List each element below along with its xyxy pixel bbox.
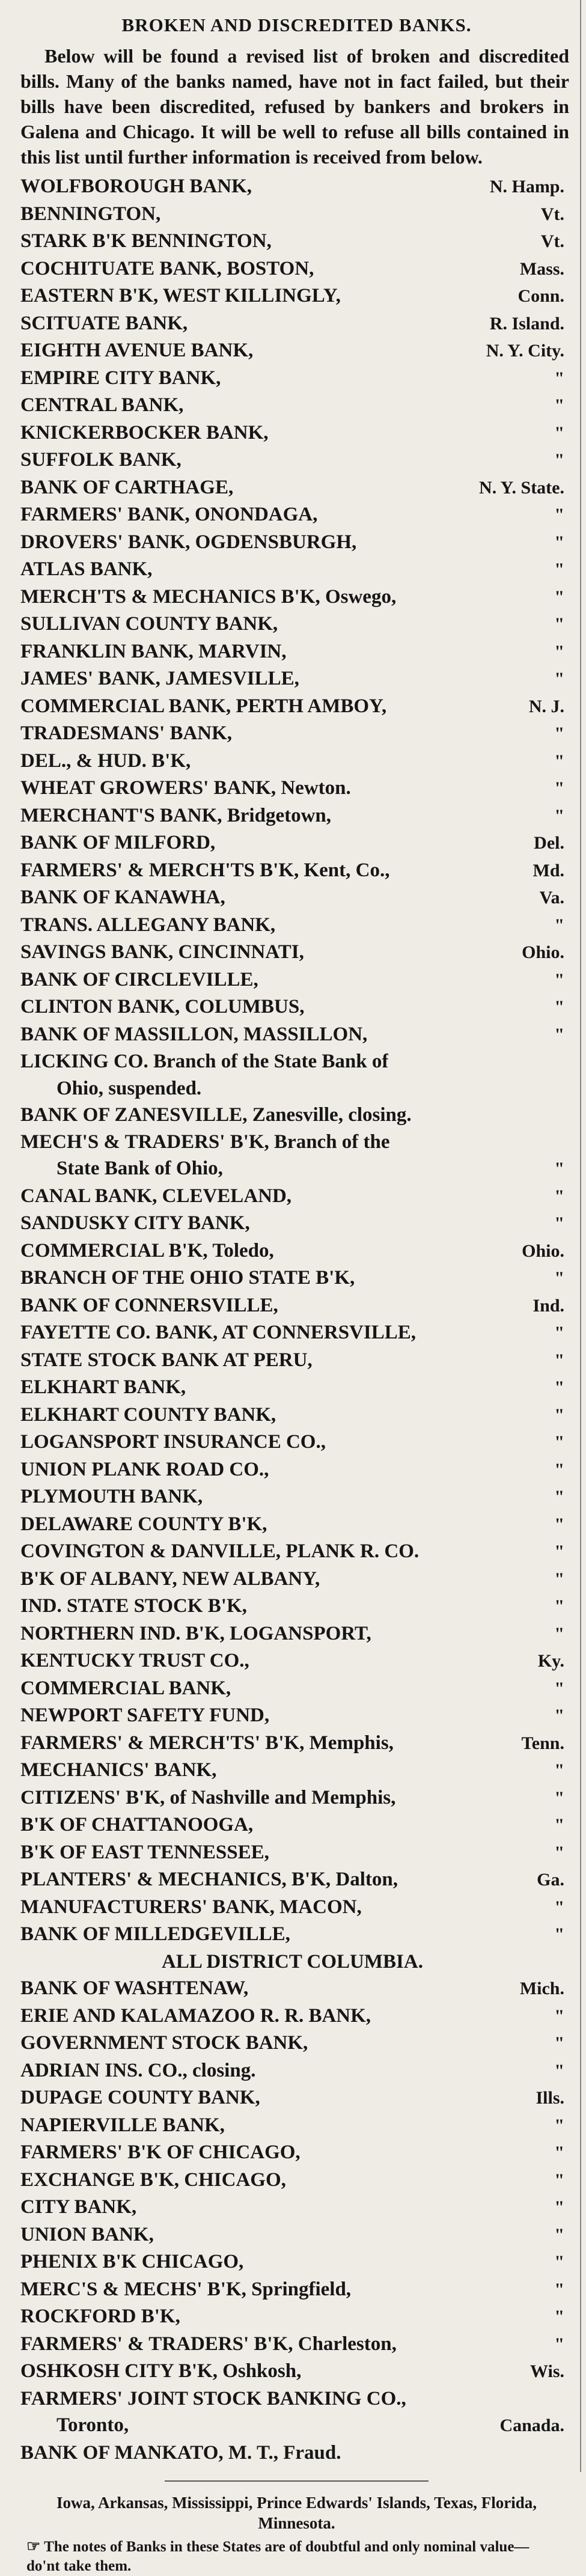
bank-entry (20, 2412, 573, 2440)
bank-name: PLANTERS' & MECHANICS, B'K, Dalton, (20, 1869, 398, 1890)
bank-name: SULLIVAN COUNTY BANK, (20, 613, 278, 635)
bank-name: Ohio, suspended. (56, 1077, 202, 1099)
bank-name: NAPIERVILLE BANK, (20, 2114, 225, 2136)
bank-name: FARMERS' BANK, ONONDAGA, (20, 504, 318, 525)
bank-name: SCITUATE BANK, (20, 312, 188, 334)
bank-name: LOGANSPORT INSURANCE CO., (20, 1431, 326, 1453)
bank-entry (20, 2385, 573, 2413)
bank-state: " (554, 1159, 564, 1179)
bank-name: FARMERS' & TRADERS' B'K, Charleston, (20, 2333, 397, 2355)
bank-entry (20, 2276, 573, 2304)
bank-entry (20, 1647, 573, 1675)
bank-name: FAYETTE CO. BANK, AT CONNERSVILLE, (20, 1322, 417, 1343)
bank-entry (20, 2139, 573, 2167)
bank-name: WHEAT GROWERS' BANK, Newton. (20, 777, 351, 799)
bank-name: MECHANICS' BANK, (20, 1759, 217, 1781)
bank-entry (20, 884, 573, 912)
bank-entry (20, 1620, 573, 1648)
bank-name: EXCHANGE B'K, CHICAGO, (20, 2169, 286, 2191)
bank-entry (20, 2112, 573, 2140)
bank-entry (20, 1839, 573, 1867)
bank-state: Canada. (499, 2416, 564, 2435)
bank-entry (20, 1129, 573, 1156)
bank-name: ADRIAN INS. CO., closing. (20, 2059, 256, 2081)
bank-state: " (554, 1405, 564, 1425)
bank-entry (20, 173, 573, 201)
bank-entry (20, 693, 573, 721)
bank-name: BENNINGTON, (20, 203, 161, 225)
bank-state: " (554, 969, 564, 990)
bank-state: Ills. (536, 2088, 564, 2108)
bank-name: NORTHERN IND. B'K, LOGANSPORT, (20, 1622, 371, 1644)
bank-state: " (554, 2006, 564, 2026)
bank-name: B'K OF CHATTANOOGA, (20, 1814, 254, 1836)
bank-entry (20, 1319, 573, 1347)
bank-name: KENTUCKY TRUST CO., (20, 1650, 249, 1671)
bank-entry (20, 1811, 573, 1839)
bank-entry (20, 1702, 573, 1730)
bank-state: Md. (533, 860, 564, 881)
bank-entry (20, 1238, 573, 1265)
bank-state: Ohio. (522, 942, 564, 962)
bank-entry (20, 337, 573, 365)
bank-state: Mass. (519, 258, 564, 279)
bank-name: MERCH'TS & MECHANICS B'K, Oswego, (20, 585, 397, 608)
bank-entry (20, 420, 573, 447)
bank-name: TRANS. ALLEGANY BANK, (20, 914, 276, 936)
bank-entry (20, 2303, 573, 2331)
bank-entry (20, 2003, 573, 2030)
footer-states: Iowa, Arkansas, Mississippi, Prince Edwards' Islands, Texas, Florida, Minnesota. (56, 2494, 537, 2532)
bank-name: BANK OF MANKATO, M. T., Fraud. (20, 2441, 341, 2464)
bank-entry (20, 638, 573, 666)
bank-entry (20, 611, 573, 638)
bank-state: " (554, 2143, 564, 2162)
bank-state: N. Y. State. (479, 477, 564, 498)
bank-entry (20, 556, 573, 584)
bank-name: COCHITUATE BANK, BOSTON, (20, 257, 314, 279)
bank-name: SANDUSKY CITY BANK, (20, 1212, 250, 1234)
bank-state: R. Island. (489, 313, 564, 334)
bank-state: " (554, 915, 564, 935)
bank-entry (20, 1210, 573, 1238)
bank-name: STARK B'K BENNINGTON, (20, 230, 272, 252)
bank-state: Mich. (519, 1979, 564, 1998)
bank-name: MANUFACTURERS' BANK, MACON, (20, 1896, 362, 1918)
bank-name: ELKHART COUNTY BANK, (20, 1403, 276, 1426)
bank-entry (20, 1593, 573, 1620)
bank-entry (20, 939, 573, 966)
bank-entry (20, 1784, 573, 1812)
bank-name: EIGHTH AVENUE BANK, (20, 340, 254, 361)
bank-name: UNION BANK, (20, 2223, 154, 2245)
bank-state: " (554, 1432, 564, 1452)
footer-note (20, 2533, 573, 2576)
bank-entry (20, 282, 573, 310)
bank-state: " (554, 1542, 564, 1561)
intro-paragraph: Below will be found a revised list of broken and discredited bills. Many of the banks named, have not in fact failed, but their bills have been discredited, refused by bankers and brokers in Galena and Chicago. It will be well to refuse all bills contained in this list until further information is received from below. (20, 45, 569, 168)
bank-name: EMPIRE CITY BANK, (20, 367, 221, 389)
bank-state: " (554, 450, 564, 470)
bank-name: ELKHART BANK, (20, 1376, 186, 1398)
bank-entry (20, 1866, 573, 1894)
bank-name: DELAWARE COUNTY B'K, (20, 1513, 267, 1535)
bank-state: " (554, 532, 564, 552)
bank-state: " (554, 2033, 564, 2053)
bank-name: B'K OF EAST TENNESSEE, (20, 1841, 269, 1863)
bank-entry (20, 310, 573, 338)
bank-entry (20, 1757, 573, 1784)
bank-state: " (554, 395, 564, 415)
bank-state: " (554, 423, 564, 443)
bank-name: B'K OF ALBANY, NEW ALBANY, (20, 1567, 320, 1590)
bank-name: ROCKFORD B'K, (20, 2306, 180, 2327)
bank-state: " (554, 614, 564, 634)
bank-entry (20, 1347, 573, 1375)
article-heading: BROKEN AND DISCREDITED BANKS. (121, 14, 472, 35)
bank-state: N. Hamp. (489, 177, 564, 197)
footer-note-text: The notes of Banks in these States are of doubtful and only nominal value—do'nt take them. (26, 2539, 530, 2574)
bank-name: PLYMOUTH BANK, (20, 1486, 203, 1507)
bank-entry (20, 1511, 573, 1539)
bank-state: " (554, 1569, 564, 1589)
bank-name: BRANCH OF THE OHIO STATE B'K, (20, 1267, 355, 1289)
bank-state: " (554, 1514, 564, 1534)
bank-state: " (554, 1487, 564, 1507)
bank-state: " (554, 2252, 564, 2272)
bank-entry (20, 1292, 573, 1320)
bank-name: BANK OF MILFORD, (20, 832, 216, 853)
pointing-hand-icon: ☞ (26, 2538, 41, 2555)
bank-state: " (554, 1897, 564, 1917)
bank-state: " (554, 1815, 564, 1835)
bank-name: BANK OF CIRCLEVILLE, (20, 968, 258, 990)
bank-entry (20, 474, 573, 502)
bank-state: Ga. (537, 1870, 564, 1890)
bank-name: COMMERCIAL B'K, Toledo, (20, 1239, 274, 1262)
bank-state: Conn. (517, 286, 564, 306)
bank-state: " (554, 805, 564, 826)
bank-state: " (554, 587, 564, 607)
bank-entry (20, 1429, 573, 1456)
bank-entry (20, 1075, 573, 1102)
bank-name: STATE STOCK BANK AT PERU, (20, 1349, 313, 1371)
bank-entry (20, 447, 573, 474)
bank-state: " (554, 2170, 564, 2190)
bank-entry (20, 912, 573, 939)
bank-state: " (554, 505, 564, 525)
bank-name: BANK OF CONNERSVILLE, (20, 1294, 278, 1316)
bank-name: ATLAS BANK, (20, 558, 153, 580)
bank-list (20, 173, 573, 2466)
bank-name: CANAL BANK, CLEVELAND, (20, 1185, 292, 1207)
bank-state: " (554, 368, 564, 388)
bank-state: " (554, 724, 564, 743)
bank-name: SUFFOLK BANK, (20, 449, 182, 471)
bank-state: " (554, 1842, 564, 1863)
bank-state: " (554, 641, 564, 662)
bank-entry (20, 775, 573, 802)
bank-name: Toronto, (56, 2414, 129, 2436)
bank-state: " (554, 751, 564, 771)
bank-entry (20, 201, 573, 228)
bank-state: Vt. (540, 231, 564, 251)
bank-entry (20, 1483, 573, 1511)
bank-entry (20, 2167, 573, 2194)
bank-entry (20, 857, 573, 885)
bank-entry (20, 1675, 573, 1703)
bank-state: " (554, 560, 564, 579)
bank-name: FARMERS' & MERCH'TS B'K, Kent, Co., (20, 859, 390, 881)
bank-entry (20, 2248, 573, 2276)
bank-state: " (554, 2197, 564, 2217)
bank-state: " (554, 2115, 564, 2135)
bank-name: MERC'S & MECHS' B'K, Springfield, (20, 2278, 352, 2300)
bank-entry (20, 392, 573, 420)
bank-name: CLINTON BANK, COLUMBUS, (20, 996, 305, 1018)
bank-entry (20, 748, 573, 775)
bank-entry (20, 993, 573, 1021)
bank-state: " (554, 778, 564, 798)
bank-name: LICKING CO. Branch of the State Bank of (20, 1051, 389, 1072)
bank-entry (20, 2030, 573, 2057)
bank-state: " (554, 1623, 564, 1644)
bank-entry (20, 720, 573, 748)
bank-name: FARMERS' B'K OF CHICAGO, (20, 2141, 301, 2163)
bank-state: Ky. (537, 1651, 564, 1671)
bank-entry (20, 584, 573, 611)
bank-entry (20, 1048, 573, 1075)
bank-entry (20, 1183, 573, 1210)
bank-state: Ind. (533, 1295, 564, 1316)
bank-name: BANK OF MILLEDGEVILLE, (20, 1923, 290, 1945)
bank-entry (20, 501, 573, 529)
bank-name: DROVERS' BANK, OGDENSBURGH, (20, 531, 357, 553)
bank-name: EASTERN B'K, WEST KILLINGLY, (20, 285, 341, 307)
bank-entry (20, 1374, 573, 1402)
bank-name: COMMERCIAL BANK, (20, 1677, 231, 1699)
bank-name: COVINGTON & DANVILLE, PLANK R. CO. (20, 1540, 420, 1562)
bank-name: ALL DISTRICT COLUMBIA. (162, 1950, 423, 1973)
bank-entry (20, 1402, 573, 1429)
divider (165, 2480, 429, 2482)
bank-entry (20, 1102, 573, 1129)
bank-entry (20, 2221, 573, 2249)
bank-state: " (554, 1268, 564, 1288)
bank-name: JAMES' BANK, JAMESVILLE, (20, 668, 299, 689)
bank-name: OSHKOSH CITY B'K, Oshkosh, (20, 2360, 302, 2382)
bank-state: " (554, 1706, 564, 1726)
bank-state: " (554, 669, 564, 689)
bank-name: GOVERNMENT STOCK BANK, (20, 2032, 308, 2054)
bank-entry (20, 1975, 573, 2003)
bank-state: Wis. (530, 2361, 564, 2381)
bank-entry (20, 1155, 573, 1183)
bank-name: BANK OF CARTHAGE, (20, 476, 234, 498)
bank-state: " (554, 2224, 564, 2245)
bank-state: " (554, 2060, 564, 2081)
bank-name: BANK OF MASSILLON, MASSILLON, (20, 1023, 368, 1045)
bank-entry (20, 2194, 573, 2221)
bank-entry (20, 2331, 573, 2358)
bank-entry (20, 365, 573, 392)
bank-name: BANK OF WASHTENAW, (20, 1977, 249, 1999)
bank-entry (20, 2358, 573, 2385)
bank-state: Va. (539, 888, 564, 908)
bank-entry (20, 1949, 573, 1976)
bank-entry (20, 1566, 573, 1593)
bank-name: IND. STATE STOCK B'K, (20, 1595, 247, 1617)
bank-entry (20, 1894, 573, 1921)
bank-state: " (554, 1378, 564, 1397)
bank-state: " (554, 1787, 564, 1808)
bank-state: Ohio. (522, 1241, 564, 1261)
bank-name: State Bank of Ohio, (56, 1158, 223, 1179)
bank-state: Del. (534, 833, 564, 853)
bank-name: UNION PLANK ROAD CO., (20, 1458, 269, 1480)
bank-entry (20, 228, 573, 255)
bank-state: " (554, 1760, 564, 1780)
bank-entry (20, 255, 573, 283)
bank-name: COMMERCIAL BANK, PERTH AMBOY, (20, 695, 387, 717)
bank-state: " (554, 1459, 564, 1480)
bank-state: " (554, 1213, 564, 1233)
bank-entry (20, 1538, 573, 1566)
bank-entry (20, 966, 573, 994)
bank-entry (20, 2084, 573, 2112)
bank-entry (20, 2057, 573, 2085)
bank-entry (20, 2440, 573, 2467)
bank-name: ERIE AND KALAMAZOO R. R. BANK, (20, 2004, 371, 2027)
bank-name: MECH'S & TRADERS' B'K, Branch of the (20, 1131, 390, 1153)
bank-state: " (554, 1924, 564, 1944)
bank-name: MERCHANT'S BANK, Bridgetown, (20, 804, 332, 826)
bank-name: KNICKERBOCKER BANK, (20, 421, 269, 444)
bank-name: FARMERS' & MERCH'TS' B'K, Memphis, (20, 1732, 394, 1754)
bank-name: TRADESMANS' BANK, (20, 722, 233, 744)
bank-entry (20, 665, 573, 693)
bank-state: N. J. (528, 696, 564, 716)
bank-name: BANK OF KANAWHA, (20, 887, 225, 908)
bank-name: NEWPORT SAFETY FUND, (20, 1705, 270, 1726)
bank-entry (20, 1456, 573, 1484)
bank-name: CENTRAL BANK, (20, 394, 184, 416)
bank-name: FARMERS' JOINT STOCK BANKING CO., (20, 2387, 406, 2410)
bank-state: Tenn. (521, 1733, 564, 1753)
bank-entry (20, 1921, 573, 1949)
bank-state: " (554, 1024, 564, 1045)
bank-state: " (554, 2334, 564, 2354)
bank-name: PHENIX B'K CHICAGO, (20, 2251, 244, 2272)
bank-name: WOLFBOROUGH BANK, (20, 175, 252, 197)
bank-state: " (554, 1596, 564, 1616)
bank-state: " (554, 2279, 564, 2300)
bank-entry (20, 802, 573, 830)
bank-state: " (554, 1186, 564, 1206)
bank-entry (20, 1265, 573, 1292)
bank-name: SAVINGS BANK, CINCINNATI, (20, 941, 304, 963)
column-rule (580, 0, 581, 2472)
bank-entry (20, 1730, 573, 1757)
bank-entry (20, 529, 573, 557)
bank-name: CITIZENS' B'K, of Nashville and Memphis, (20, 1786, 396, 1808)
bank-name: DUPAGE COUNTY BANK, (20, 2087, 260, 2108)
bank-entry (20, 829, 573, 857)
bank-state: Vt. (540, 204, 564, 224)
bank-state: " (554, 1323, 564, 1343)
bank-name: BANK OF ZANESVILLE, Zanesville, closing. (20, 1104, 412, 1126)
bank-state: " (554, 997, 564, 1017)
bank-state: " (554, 2307, 564, 2327)
bank-state: N. Y. City. (486, 341, 564, 361)
bank-state: " (554, 1678, 564, 1699)
bank-name: FRANKLIN BANK, MARVIN, (20, 640, 287, 662)
bank-name: CITY BANK, (20, 2196, 137, 2218)
bank-name: DEL., & HUD. B'K, (20, 749, 191, 772)
bank-state: " (554, 1350, 564, 1370)
bank-entry (20, 1021, 573, 1049)
